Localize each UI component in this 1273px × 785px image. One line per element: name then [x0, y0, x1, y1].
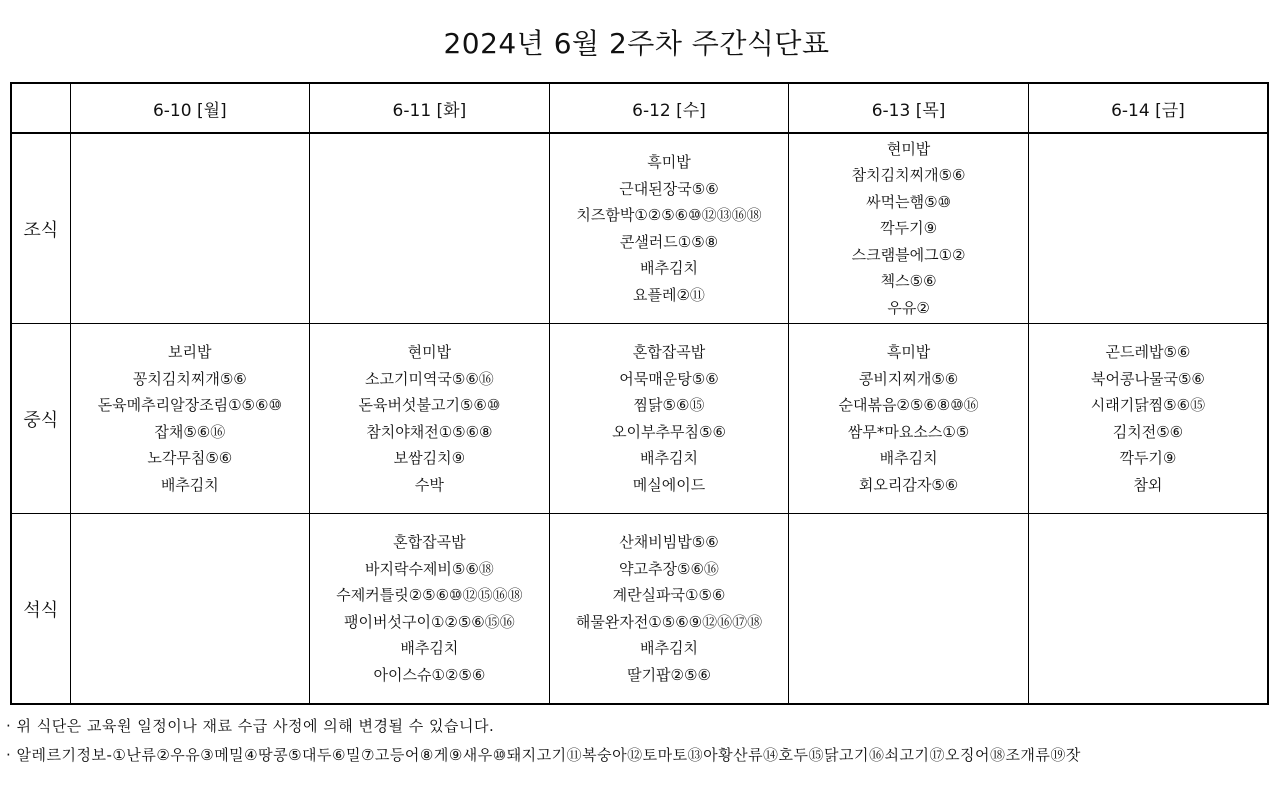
menu-item: 콘샐러드①⑤⑧: [619, 232, 719, 251]
notice-text: · 위 식단은 교육원 일정이나 재료 수급 사정에 의해 변경될 수 있습니다.: [6, 717, 495, 735]
menu-items: [550, 529, 789, 688]
menu-cell: [1028, 133, 1268, 324]
menu-item: 배추김치: [400, 639, 459, 657]
menu-item: 쌈무*마요소스①⑤: [847, 422, 970, 441]
menu-item: 약고추장⑤⑥⑯: [619, 559, 719, 578]
menu-item: 싸먹는햄⑤⑩: [866, 192, 951, 211]
menu-item: 노각무침⑤⑥: [147, 449, 233, 467]
menu-item: 꽁치김치찌개⑤⑥: [132, 369, 247, 388]
menu-items: [789, 136, 1028, 322]
menu-items: [310, 529, 549, 688]
menu-cell: [70, 324, 310, 514]
menu-item: 팽이버섯구이①②⑤⑥⑮⑯: [344, 612, 515, 631]
lunch-row: [11, 324, 1268, 514]
menu-cell: [70, 514, 310, 705]
weekly-menu-table: [10, 82, 1269, 705]
menu-item: 곤드레밥⑤⑥: [1105, 343, 1191, 361]
menu-cell: [310, 133, 550, 324]
menu-item: 해물완자전①⑤⑥⑨⑫⑯⑰⑱: [575, 612, 763, 631]
menu-item: 현미밥: [407, 343, 452, 361]
meal-label: 조식: [11, 133, 70, 324]
menu-item: 참치김치찌개⑤⑥: [851, 166, 966, 185]
menu-item: 배추김치: [640, 449, 698, 467]
menu-item: 참치야채전①⑤⑥⑧: [366, 422, 493, 441]
menu-item: 어묵매운탕⑤⑥: [619, 369, 719, 388]
menu-item: 잡채⑤⑥⑯: [154, 422, 226, 441]
menu-item: 수제커틀릿②⑤⑥⑩⑫⑮⑯⑱: [336, 586, 523, 604]
menu-item: 깍두기⑨: [1119, 449, 1177, 467]
menu-item: 현미밥: [886, 139, 931, 158]
menu-items: [1029, 339, 1267, 498]
dinner-row: [11, 514, 1268, 705]
menu-item: 시래기닭찜⑤⑥⑮: [1090, 396, 1206, 414]
menu-items: [310, 339, 549, 498]
menu-item: 딸기팝②⑤⑥: [627, 665, 711, 684]
menu-cell: [789, 514, 1029, 705]
page-title: 2024년 6월 2주차 주간식단표: [443, 27, 830, 60]
menu-item: 돈육버섯불고기⑤⑥⑩: [358, 396, 501, 414]
menu-cell: [549, 514, 789, 705]
menu-item: 참외: [1133, 475, 1163, 494]
menu-item: 계란실파국①⑤⑥: [612, 586, 726, 604]
menu-item: 수박: [414, 475, 444, 494]
menu-item: 혼합잡곡밥: [632, 343, 706, 361]
menu-item: 콩비지찌개⑤⑥: [858, 369, 959, 388]
meal-label: 중식: [11, 324, 70, 514]
menu-cell: [549, 133, 789, 324]
menu-cell: [1028, 514, 1268, 705]
menu-cell: [1028, 324, 1268, 514]
menu-item: 혼합잡곡밥: [393, 533, 466, 551]
menu-items: [550, 339, 789, 498]
menu-item: 아이스슈①②⑤⑥: [373, 665, 486, 684]
menu-item: 찜닭⑤⑥⑮: [633, 396, 705, 414]
menu-cell: [549, 324, 789, 514]
menu-item: 깍두기⑨: [880, 219, 938, 238]
menu-item: 요플레②⑪: [633, 285, 705, 304]
menu-item: 순대볶음②⑤⑥⑧⑩⑯: [838, 396, 979, 414]
menu-item: 근대된장국⑤⑥: [619, 179, 719, 198]
menu-item: 보쌈김치⑨: [393, 449, 466, 467]
menu-cell: [70, 133, 310, 324]
notes: [6, 712, 1266, 770]
menu-item: 배추김치: [160, 475, 219, 494]
day-header: 6-12 [수]: [549, 83, 789, 133]
menu-item: 치즈함박①②⑤⑥⑩⑫⑬⑯⑱: [576, 206, 762, 224]
menu-item: 배추김치: [879, 449, 938, 467]
menu-item: 돈육메추리알장조림①⑤⑥⑩: [97, 396, 282, 414]
menu-item: 오이부추무침⑤⑥: [612, 422, 726, 441]
menu-cell: [310, 324, 550, 514]
menu-item: 보리밥: [168, 343, 212, 361]
menu-item: 배추김치: [640, 639, 698, 657]
menu-items: [550, 149, 789, 308]
day-header: 6-14 [금]: [1028, 83, 1268, 133]
menu-items: [789, 339, 1028, 498]
menu-item: 김치전⑤⑥: [1112, 422, 1184, 441]
menu-item: 흑미밥: [647, 153, 691, 171]
menu-cell: [789, 133, 1029, 324]
breakfast-row: [11, 133, 1268, 324]
menu-item: 산채비빔밥⑤⑥: [619, 533, 719, 551]
menu-cell: [789, 324, 1029, 514]
corner-cell: [11, 83, 70, 133]
day-header: 6-11 [화]: [310, 83, 550, 133]
menu-item: 스크램블에그①②: [851, 245, 966, 264]
menu-items: [71, 339, 310, 498]
allergy-info: · 알레르기정보-①난류②우유③메밀④땅콩⑤대두⑥밀⑦고등어⑧게⑨새우⑩돼지고기⑪복숭아⑫토마토⑬아황산류⑭호두⑮닭고기⑯쇠고기⑰오징어⑱조개류⑲잣: [6, 746, 1081, 764]
menu-item: 첵스⑤⑥: [880, 272, 937, 291]
menu-cell: [310, 514, 550, 705]
menu-item: 흑미밥: [886, 343, 931, 361]
menu-item: 회오리감자⑤⑥: [858, 475, 959, 494]
meal-label: 석식: [11, 514, 70, 705]
header-row: [11, 83, 1268, 133]
day-header: 6-10 [월]: [70, 83, 310, 133]
menu-item: 바지락수제비⑤⑥⑱: [364, 559, 494, 578]
menu-item: 북어콩나물국⑤⑥: [1091, 369, 1205, 388]
menu-item: 배추김치: [640, 259, 698, 277]
menu-item: 소고기미역국⑤⑥⑯: [364, 369, 494, 388]
menu-item: 우유②: [887, 298, 930, 317]
day-header: 6-13 [목]: [789, 83, 1029, 133]
menu-item: 메실에이드: [632, 475, 706, 494]
